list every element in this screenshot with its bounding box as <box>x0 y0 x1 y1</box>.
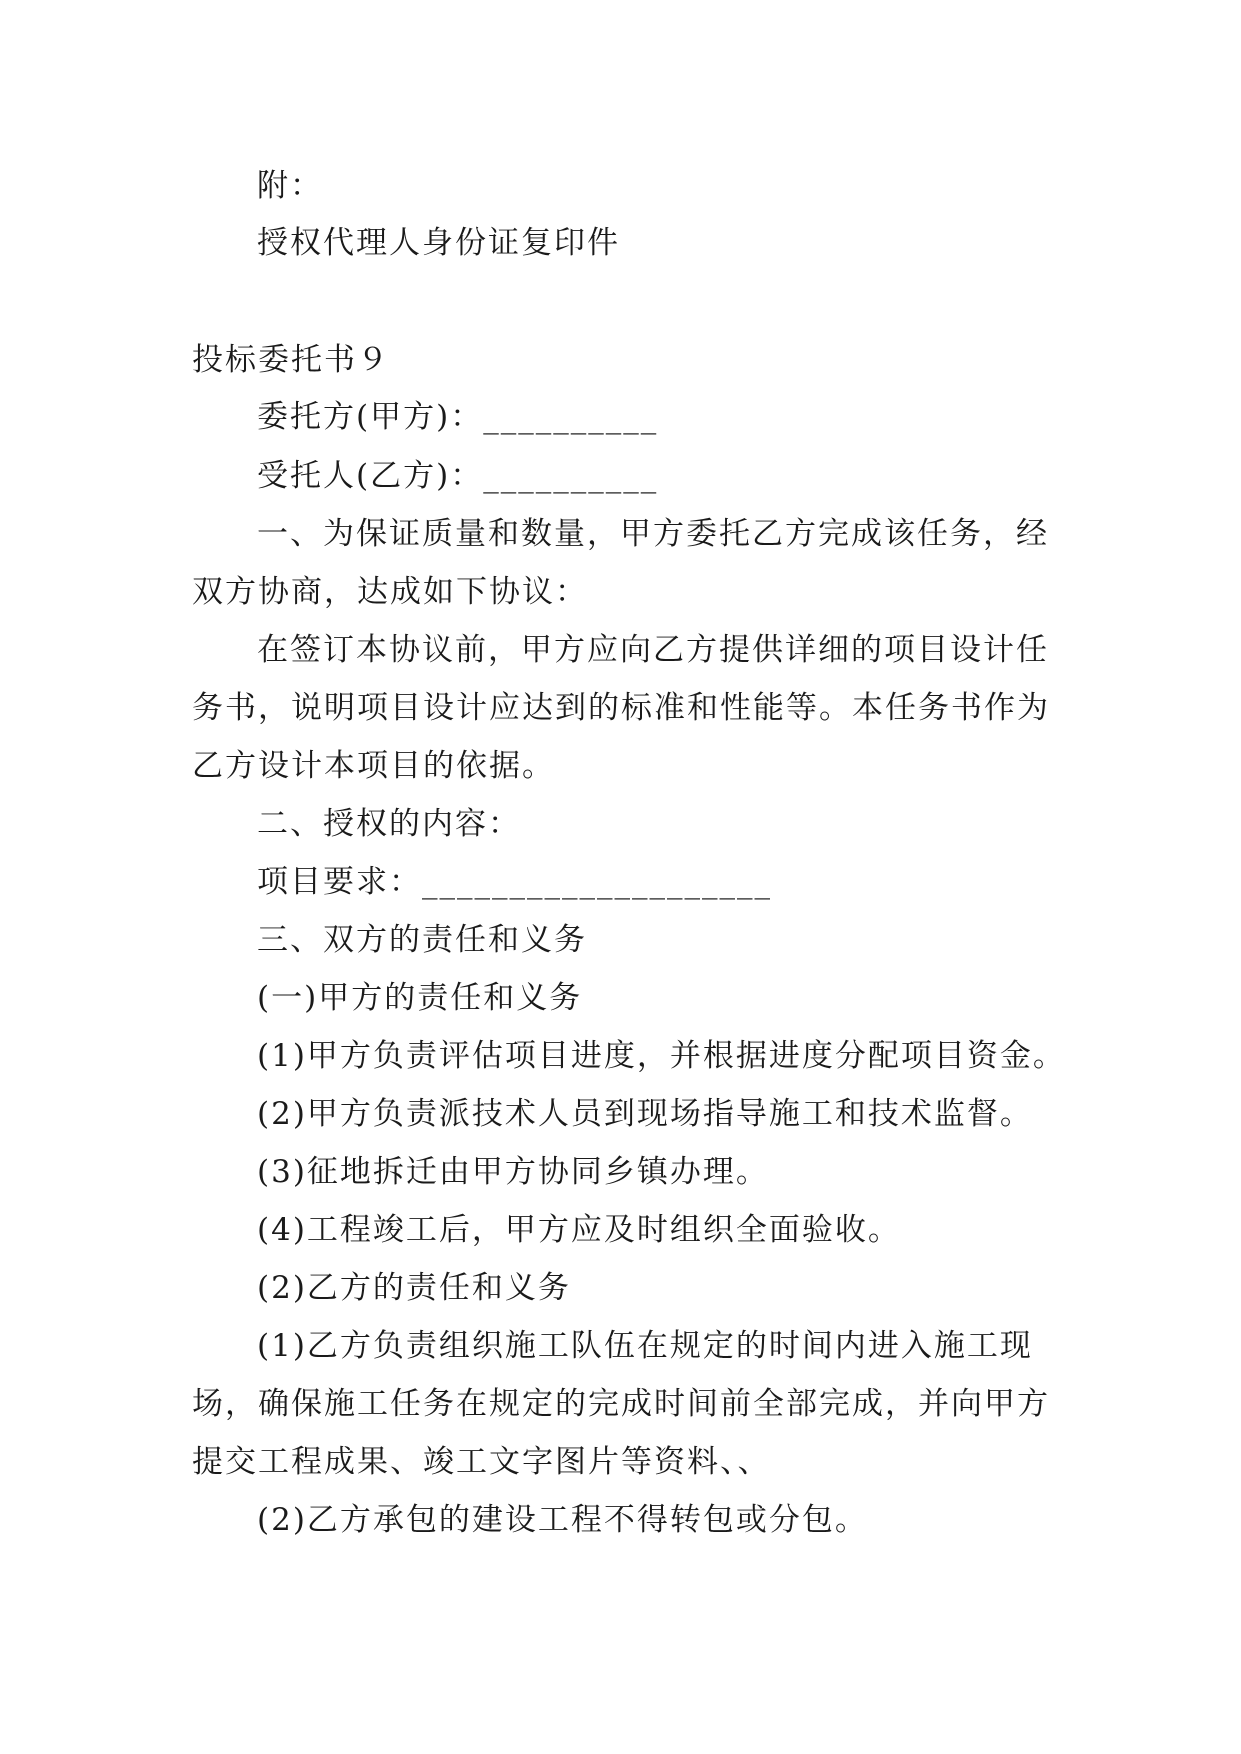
list-item: (1)甲方负责评估项目进度，并根据进度分配项目资金。 <box>257 1038 1066 1074</box>
paragraph-line: 提交工程成果、竣工文字图片等资料、、 <box>192 1444 771 1480</box>
trustee-field: 受托人(乙方)：__________ <box>257 458 659 494</box>
sub-heading: (一)甲方的责任和义务 <box>257 980 583 1016</box>
clause-heading: 三、双方的责任和义务 <box>257 922 587 958</box>
requirements-field: 项目要求：____________________ <box>257 864 772 900</box>
clause-heading: 二、授权的内容： <box>257 806 521 842</box>
paragraph-line: 双方协商，达成如下协议： <box>192 574 588 610</box>
attachment-item: 授权代理人身份证复印件 <box>257 225 620 261</box>
list-item: (2)乙方承包的建设工程不得转包或分包。 <box>257 1502 868 1538</box>
section-title: 投标委托书９ <box>192 342 390 378</box>
paragraph-line: 在签订本协议前，甲方应向乙方提供详细的项目设计任 <box>257 632 1049 668</box>
principal-field: 委托方(甲方)：__________ <box>257 399 659 435</box>
list-item: (3)征地拆迁由甲方协同乡镇办理。 <box>257 1154 769 1190</box>
list-item: (1)乙方负责组织施工队伍在规定的时间内进入施工现 <box>257 1328 1033 1364</box>
paragraph-line: 乙方设计本项目的依据。 <box>192 748 555 784</box>
paragraph-line: 一、为保证质量和数量，甲方委托乙方完成该任务，经 <box>257 516 1049 552</box>
paragraph-line: 场，确保施工任务在规定的完成时间前全部完成，并向甲方 <box>192 1386 1050 1422</box>
sub-heading: (2)乙方的责任和义务 <box>257 1270 571 1306</box>
list-item: (4)工程竣工后，甲方应及时组织全面验收。 <box>257 1212 901 1248</box>
paragraph-line: 务书，说明项目设计应达到的标准和性能等。本任务书作为 <box>192 690 1050 726</box>
attachment-label: 附： <box>257 168 323 204</box>
list-item: (2)甲方负责派技术人员到现场指导施工和技术监督。 <box>257 1096 1033 1132</box>
